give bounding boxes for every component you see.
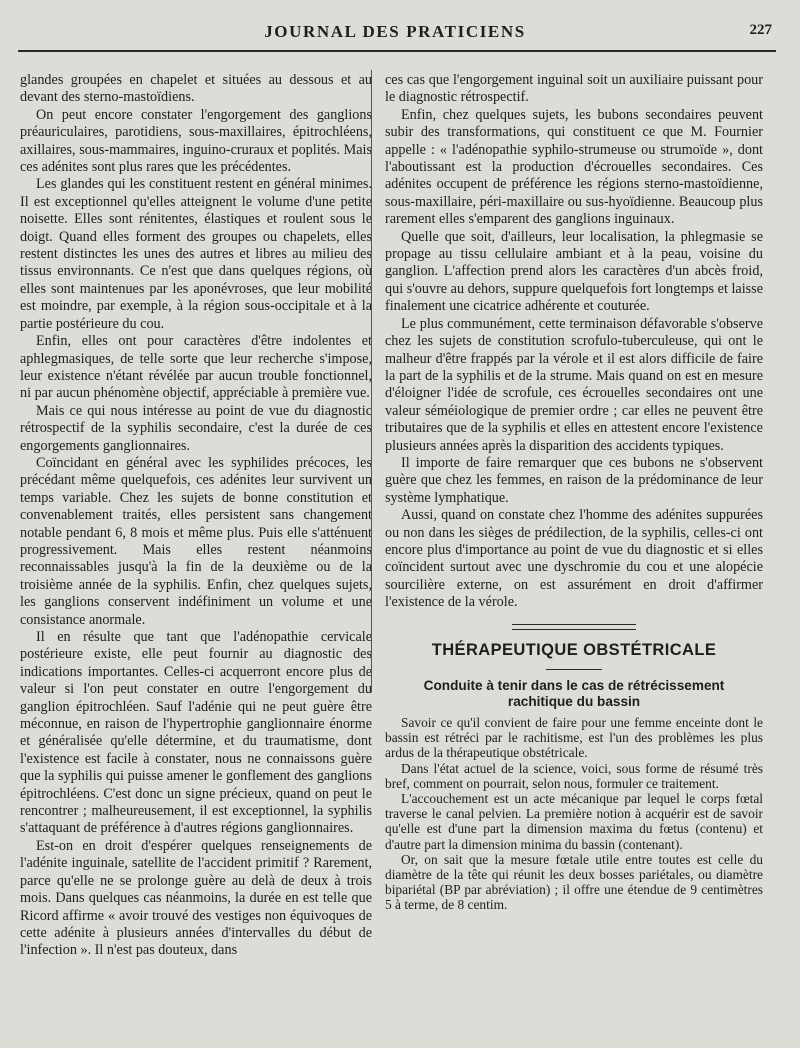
subsection-title-line: Conduite à tenir dans le cas de rétrécissement [423, 678, 725, 693]
section-body [385, 715, 763, 913]
subsection-title [385, 678, 763, 710]
paragraph: Il en résulte que tant que l'adénopathie cervicale postérieure existe, elle peut fournir au diagnostic des indications importantes. Celles-ci acquerront encore plus de valeur si l'on peut constater en outre l'engorgement du ganglion épitrochléen. Sauf l'adénie qui ne peut guère être méconnue, en raison de l'hypertrophie ganglionnaire énorme et généralisée qu'elle détermine, et du traumatisme, dont l'existence est facile à constater, nous ne connaissons guère que la syphilis qui puisse amener le gonflement des ganglions épitrochléens. C'est donc un signe précieux, quand on peut le rencontrer ; malheureusement, il est exceptionnel, la syphilis s'attaquant de préférence à d'autres régions ganglionnaires. [20, 629, 372, 837]
section-title: THÉRAPEUTIQUE OBSTÉTRICALE [431, 640, 717, 659]
paragraph: L'accouchement est un acte mécanique par lequel le corps fœtal traverse le canal pelvien. La première notion à acquérir est de savoir qu'elle est d'une part la dimension maxima du fœtus (contenu) et d'autre part la dimension minima du bassin (contenant). [385, 791, 763, 852]
column-divider [371, 70, 372, 692]
paragraph: On peut encore constater l'engorgement des ganglions préauriculaires, parotidiens, sous-maxillaires, épitrochléens, axillaires, sous-mammaires, inguino-cruraux et poplités. Mais ces adénites sont plus rares que les précédentes. [20, 106, 372, 176]
subsection-title-line: rachitique du bassin [507, 694, 641, 709]
right-column [385, 72, 763, 913]
paragraph: Est-on en droit d'espérer quelques renseignements de l'adénite inguinale, satellite de l'accident primitif ? Rarement, parce qu'elle ne se prolonge guère au delà de deux à trois mois. Dans quelques cas néanmoins, la durée en est telle que Ricord affirme « avoir trouvé des vestiges non équivoques de cette adénite à plusieurs années d'intervalles du début de l'infection ». Il n'est pas douteux, dans [20, 837, 372, 959]
left-column [20, 72, 372, 960]
page-number: 227 [749, 22, 772, 38]
paragraph: Les glandes qui les constituent restent en général minimes. Il est exceptionnel qu'elles atteignent le volume d'une petite noisette. Elles sont rénitentes, élastiques et roulent sous le doigt. Quand elles forment des groupes ou chapelets, elles restent distinctes les unes des autres et libres au milieu des tissus environnants. Ce n'est que dans quelques régions, où elles sont maintenues par les aponévroses, que leur mobilité est moindre, par exemple, à la région sous-occipitale et à la partie postérieure du cou. [20, 176, 372, 332]
paragraph: Le plus communément, cette terminaison défavorable s'observe chez les sujets de constitution scrofulo-tuberculeuse, qui ont le malheur d'être frappés par la vérole et il est alors difficile de faire la part de la syphilis et de la strume. Mais quand on est en mesure d'éloigner l'idée de scrofule, ces écrouelles secondaires ont une valeur séméiologique de premier ordre ; car elles ne peuvent être tributaires que de la syphilis et elles en attestent encore l'existence plusieurs années après la disparition des accidents typiques. [385, 315, 763, 454]
paragraph: Enfin, chez quelques sujets, les bubons secondaires peuvent subir des transformations, qui constituent ce que M. Fournier appelle : « l'adénopathie syphilo-strumeuse ou strumoïde », dont l'aboutissant est la production d'écrouelles secondaires. Ces adénites occupent de préférence les régions sterno-mastoïdienne, sous-maxillaire, péri-maxillaire ou sus-hyoïdienne. Beaucoup plus rarement elles s'emparent des ganglions inguinaux. [385, 106, 763, 228]
paragraph: Dans l'état actuel de la science, voici, sous forme de résumé très bref, comment on pourrait, selon nous, formuler ce traitement. [385, 760, 763, 791]
paragraph: Coïncidant en général avec les syphilides précoces, les précédant même quelquefois, ces adénites leur survivent un temps variable. Chez les sujets de bonne constitution et convenablement traités, elles persistent sans changement notable pendant 6, 8 mois et même plus. Puis elle s'atténuent progressivement. Mais elles restent néanmoins reconnaissables jusqu'à la fin de la deuxième ou de la troisième année de la syphilis. Enfin, chez quelques sujets, les ganglions conservent indéfiniment un volume et une consistance anormale. [20, 454, 372, 628]
paragraph: Or, on sait que la mesure fœtale utile entre toutes est celle du diamètre de la tête qui réunit les deux bosses pariétales, ou diamètre bipariétal (BP par abréviation) ; il offre une étendue de 9 centimètres 5 à terme, de 8 centim. [385, 851, 763, 913]
section-title-rule [546, 669, 602, 670]
paragraph: Enfin, elles ont pour caractères d'être indolentes et aphlegmasiques, de telle sorte que leur recherche s'impose, leur existence n'étant révélée par aucun trouble fonctionnel, ni par aucun phénomène objectif, appréciable à première vue. [20, 333, 372, 402]
paragraph: Mais ce qui nous intéresse au point de vue du diagnostic rétrospectif de la syphilis secondaire, c'est la durée de ces engorgements ganglionnaires. [20, 402, 372, 454]
paragraph: Quelle que soit, d'ailleurs, leur localisation, la phlegmasie se propage au tissu cellulaire ambiant et à la peau, voisine du ganglion. L'affection prend alors les caractères d'un abcès froid, qui s'ouvre au dehors, suppure quelquefois fort longtemps et laisse finalement une cicatrice adhérente et couturée. [385, 228, 763, 315]
paragraph: Il importe de faire remarquer que ces bubons ne s'observent guère que chez les femmes, en raison de la prédominance de leur système lymphatique. [385, 454, 763, 506]
paragraph: Aussi, quand on constate chez l'homme des adénites suppurées ou non dans les sièges de prédilection, de la syphilis, celles-ci ont encore plus d'importance au point de vue du diagnostic et si elles coïncident surtout avec une dyschromie du cou et une alopécie sourcilière externe, on est assurément en droit d'affirmer l'existence de la vérole. [385, 507, 763, 611]
paragraph: Savoir ce qu'il convient de faire pour une femme enceinte dont le bassin est rétréci par le rachitisme, est l'un des problèmes les plus ardus de la thérapeutique obstétricale. [385, 715, 763, 761]
journal-title: JOURNAL DES PRATICIENS [264, 22, 526, 41]
header-rule [18, 50, 776, 52]
section-divider [512, 624, 636, 630]
paragraph: ces cas que l'engorgement inguinal soit un auxiliaire puissant pour le diagnostic rétrospectif. [385, 72, 763, 106]
running-head [18, 22, 772, 48]
paragraph: glandes groupées en chapelet et situées au dessous et au devant des sterno-mastoïdiens. [20, 72, 372, 106]
